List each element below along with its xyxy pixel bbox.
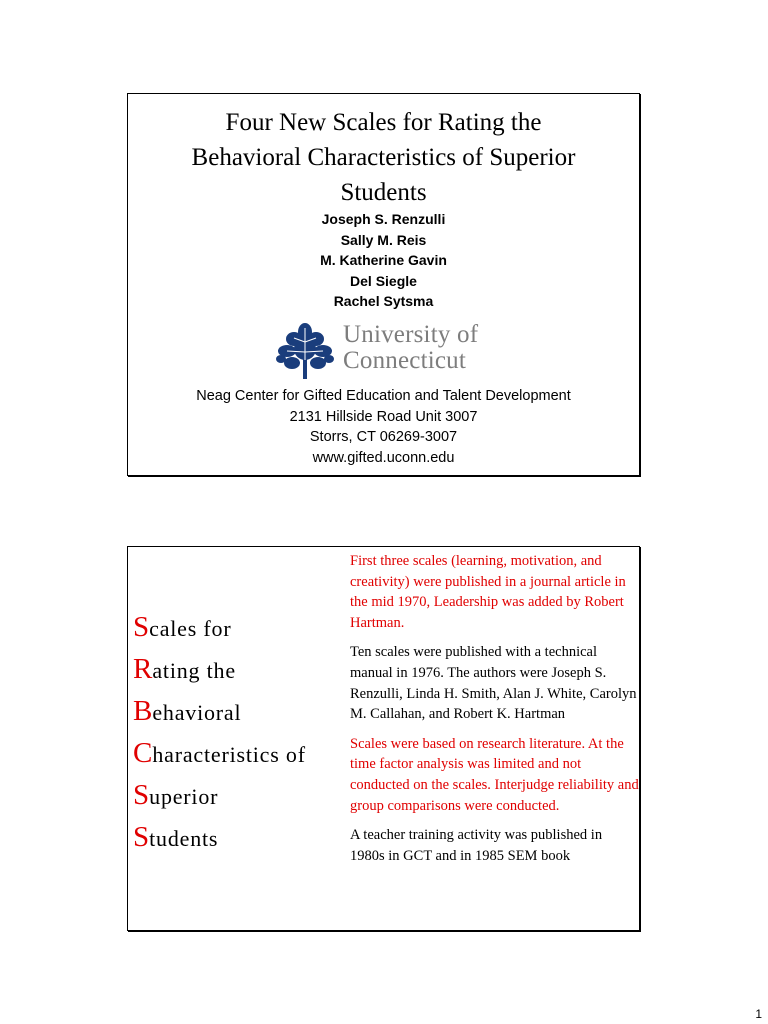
title-line: Students: [340, 179, 427, 206]
acronym-line: [133, 733, 348, 775]
acronym-rest: haracteristics of: [152, 742, 306, 767]
logo-text: [343, 322, 478, 374]
city-line: Storrs, CT 06269-3007: [309, 429, 458, 445]
logo-line: University of: [343, 321, 479, 348]
author-name: Del Siegle: [350, 272, 417, 289]
acronym-line: [133, 691, 348, 733]
author-list: [128, 209, 639, 312]
acronym-rest: ating the: [152, 658, 236, 683]
center-name: Neag Center for Gifted Education and Talent Development: [196, 388, 571, 404]
acronym-line: [133, 607, 348, 649]
acronym-rest: uperior: [149, 784, 219, 809]
acronym-letter: C: [133, 737, 153, 769]
note-paragraph: Ten scales were published with a technical manual in 1976. The authors were Joseph S. Renzulli, Linda H. Smith, Alan J. White, Carolyn M. Callahan, and Robert K. Hartman: [350, 644, 637, 723]
oak-leaf-icon: [273, 322, 337, 380]
author-name: Rachel Sytsma: [333, 293, 434, 309]
title-line: Behavioral Characteristics of Superior: [191, 144, 576, 171]
acronym-letter: S: [133, 611, 150, 643]
author-name: M. Katherine Gavin: [320, 252, 447, 268]
notes-column: [350, 551, 640, 875]
acronym-letter: S: [133, 779, 150, 811]
acronym-rest: tudents: [149, 826, 219, 851]
page-number: 1: [755, 1007, 762, 1021]
acronym-letter: B: [133, 695, 153, 727]
author-name: Sally M. Reis: [340, 231, 427, 248]
contact-info: [128, 386, 639, 468]
acronym-letter: R: [133, 653, 153, 685]
acronym-list: [133, 607, 348, 859]
author-name: Joseph S. Renzulli: [321, 211, 446, 227]
university-logo: [273, 322, 493, 380]
acronym-rest: ehavioral: [152, 700, 242, 725]
slide-1: [127, 93, 640, 476]
note-paragraph: A teacher training activity was published in 1980s in GCT and in 1985 SEM book: [350, 827, 603, 864]
slide-2: [127, 546, 640, 931]
acronym-rest: cales for: [149, 616, 232, 641]
title-line: Four New Scales for Rating the: [225, 109, 542, 136]
note-paragraph: First three scales (learning, motivation, and creativity) were published in a journal article in the mid 1970, Leadership was added by Robert Hartman.: [350, 553, 626, 631]
note-paragraph: Scales were based on research literature. At the time factor analysis was limited and not conducted on the scales. Interjudge reliability and group comparisons were conducted.: [350, 735, 639, 814]
acronym-line: [133, 817, 348, 859]
acronym-letter: S: [133, 821, 150, 853]
acronym-line: [133, 775, 348, 817]
logo-line: Connecticut: [343, 347, 467, 374]
acronym-line: [133, 649, 348, 691]
slide-title: [128, 105, 639, 210]
website-link[interactable]: www.gifted.uconn.edu: [312, 449, 455, 466]
address-line: 2131 Hillside Road Unit 3007: [289, 408, 478, 425]
